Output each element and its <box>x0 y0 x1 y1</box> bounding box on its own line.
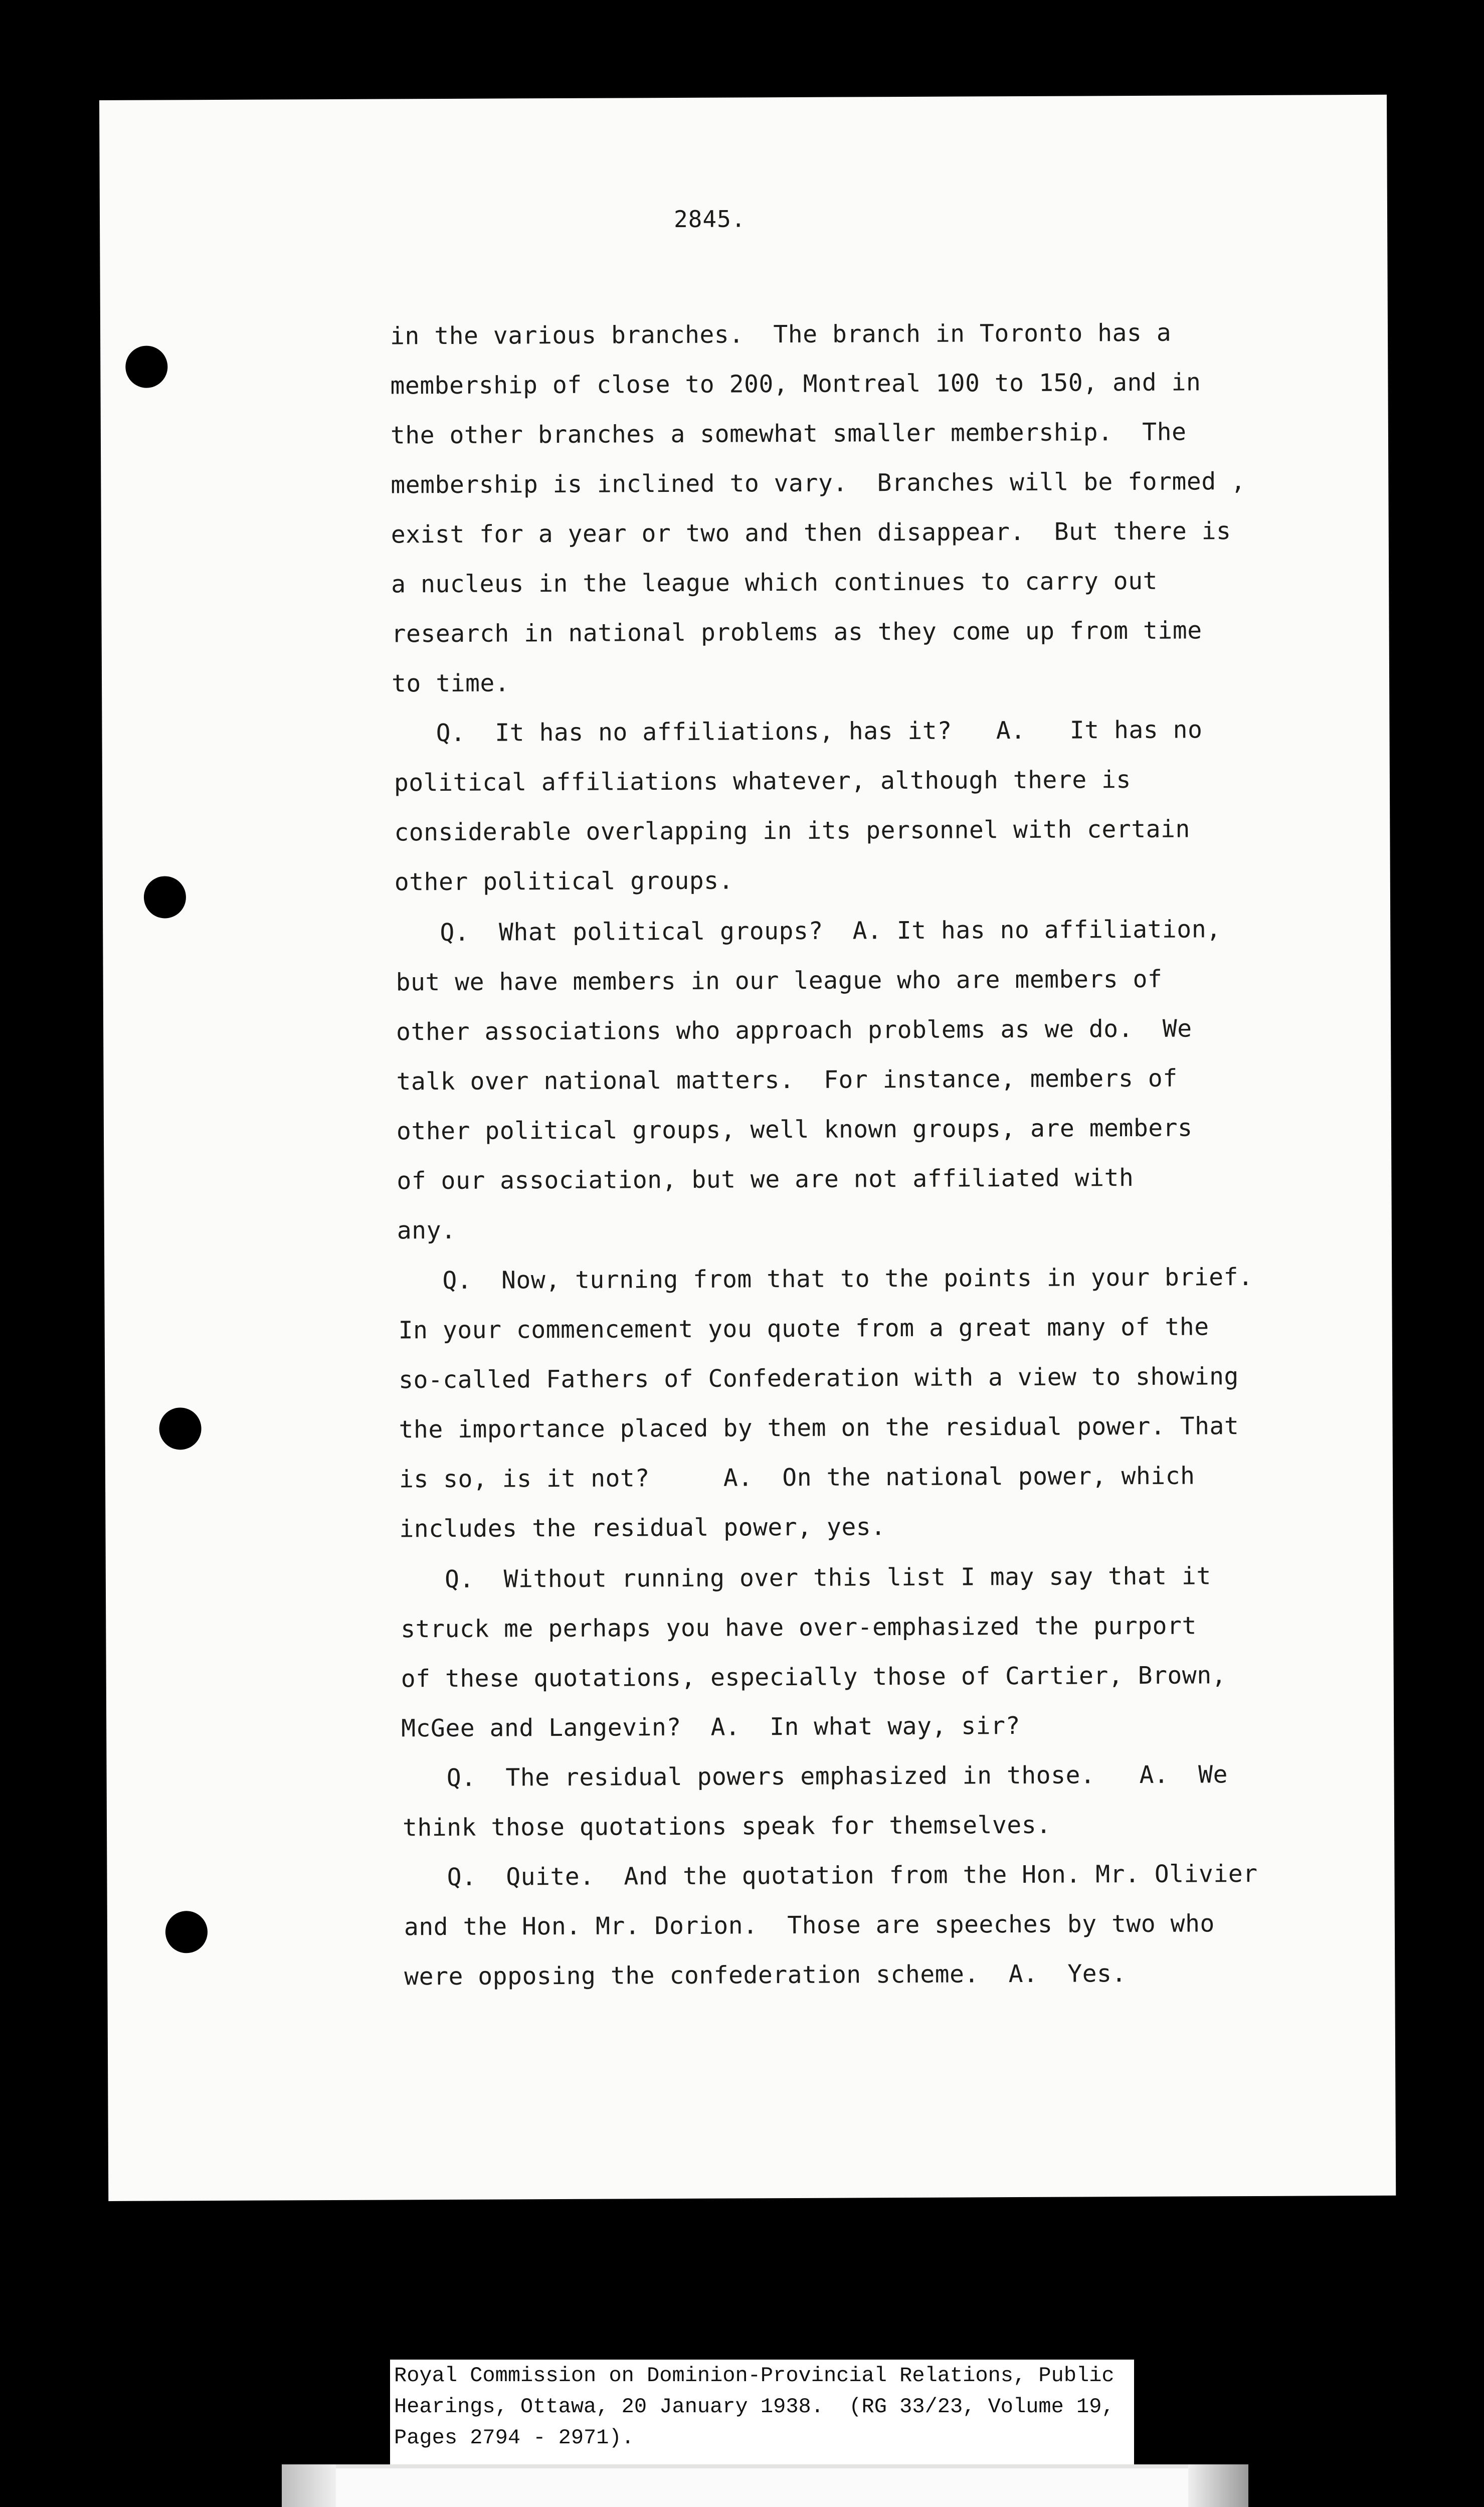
text-line: In your commencement you quote from a great many of the <box>398 1313 1209 1345</box>
text-line: research in national problems as they come up from time <box>391 616 1202 648</box>
text-line: Q. Quite. And the quotation from the Hon. Mr. Olivier <box>403 1859 1258 1892</box>
text-line: other political groups, well known groups, are members <box>396 1114 1193 1146</box>
text-line: Q. Now, turning from that to the points in your brief. <box>398 1263 1253 1295</box>
text-line: and the Hon. Mr. Dorion. Those are speeches by two who <box>404 1909 1215 1941</box>
text-line: Q. The residual powers emphasized in those. A. We <box>402 1760 1228 1793</box>
text-line: Q. It has no affiliations, has it? A. It has no <box>392 715 1203 748</box>
punch-hole <box>125 345 167 388</box>
text-line: exist for a year or two and then disappear. But there is <box>391 517 1231 549</box>
text-line: membership is inclined to vary. Branches will be formed , <box>391 467 1246 499</box>
page-number: 2845. <box>673 205 746 233</box>
citation-line: Pages 2794 - 2971). <box>394 2426 634 2450</box>
text-line: of these quotations, especially those of Cartier, Brown, <box>401 1661 1227 1693</box>
text-line: other political groups. <box>394 866 734 897</box>
text-line: talk over national matters. For instance, members of <box>396 1064 1178 1096</box>
text-line: McGee and Langevin? A. In what way, sir? <box>401 1712 1021 1743</box>
transcript-body <box>390 318 1383 1991</box>
punch-hole <box>165 1911 208 1953</box>
stamp-edge <box>282 2464 336 2507</box>
text-line: is so, is it not? A. On the national power, which <box>399 1462 1195 1494</box>
text-line: to time. <box>391 669 510 698</box>
punch-hole <box>159 1407 201 1450</box>
text-line: in the various branches. The branch in Toronto has a <box>390 318 1172 350</box>
text-line: includes the residual power, yes. <box>399 1513 886 1543</box>
text-line: so-called Fathers of Confederation with a view to showing <box>399 1362 1239 1394</box>
text-line: any. <box>397 1216 456 1245</box>
stamp-edge <box>1188 2464 1248 2507</box>
text-line: the importance placed by them on the residual power. That <box>399 1412 1239 1444</box>
text-line: of our association, but we are not affiliated with <box>397 1164 1134 1195</box>
text-line: political affiliations whatever, although there is <box>394 766 1131 797</box>
text-line: Q. Without running over this list I may say that it <box>400 1562 1211 1594</box>
citation-line: Hearings, Ottawa, 20 January 1938. (RG 33/23, Volume 19, <box>394 2395 1115 2419</box>
text-line: think those quotations speak for themselves. <box>402 1811 1051 1842</box>
text-line: Q. What political groups? A. It has no affiliation, <box>396 915 1221 947</box>
text-line: struck me perhaps you have over-emphasized the purport <box>401 1611 1197 1644</box>
text-line: but we have members in our league who are members of <box>396 965 1163 997</box>
document-page <box>99 95 1396 2201</box>
text-line: other associations who approach problems as we do. We <box>396 1014 1192 1046</box>
citation-line: Royal Commission on Dominion-Provincial Relations, Public <box>394 2364 1115 2388</box>
text-line: membership of close to 200, Montreal 100 to 150, and in <box>390 368 1201 400</box>
text-line: were opposing the confederation scheme. A. Yes. <box>404 1959 1127 1991</box>
stamp-card <box>336 2468 1188 2507</box>
punch-hole <box>144 876 186 918</box>
citation-label <box>390 2360 1134 2465</box>
text-line: the other branches a somewhat smaller membership. The <box>390 418 1187 450</box>
archives-stamp <box>282 2464 1248 2507</box>
text-line: considerable overlapping in its personnel with certain <box>394 815 1191 847</box>
text-line: a nucleus in the league which continues to carry out <box>391 567 1158 599</box>
